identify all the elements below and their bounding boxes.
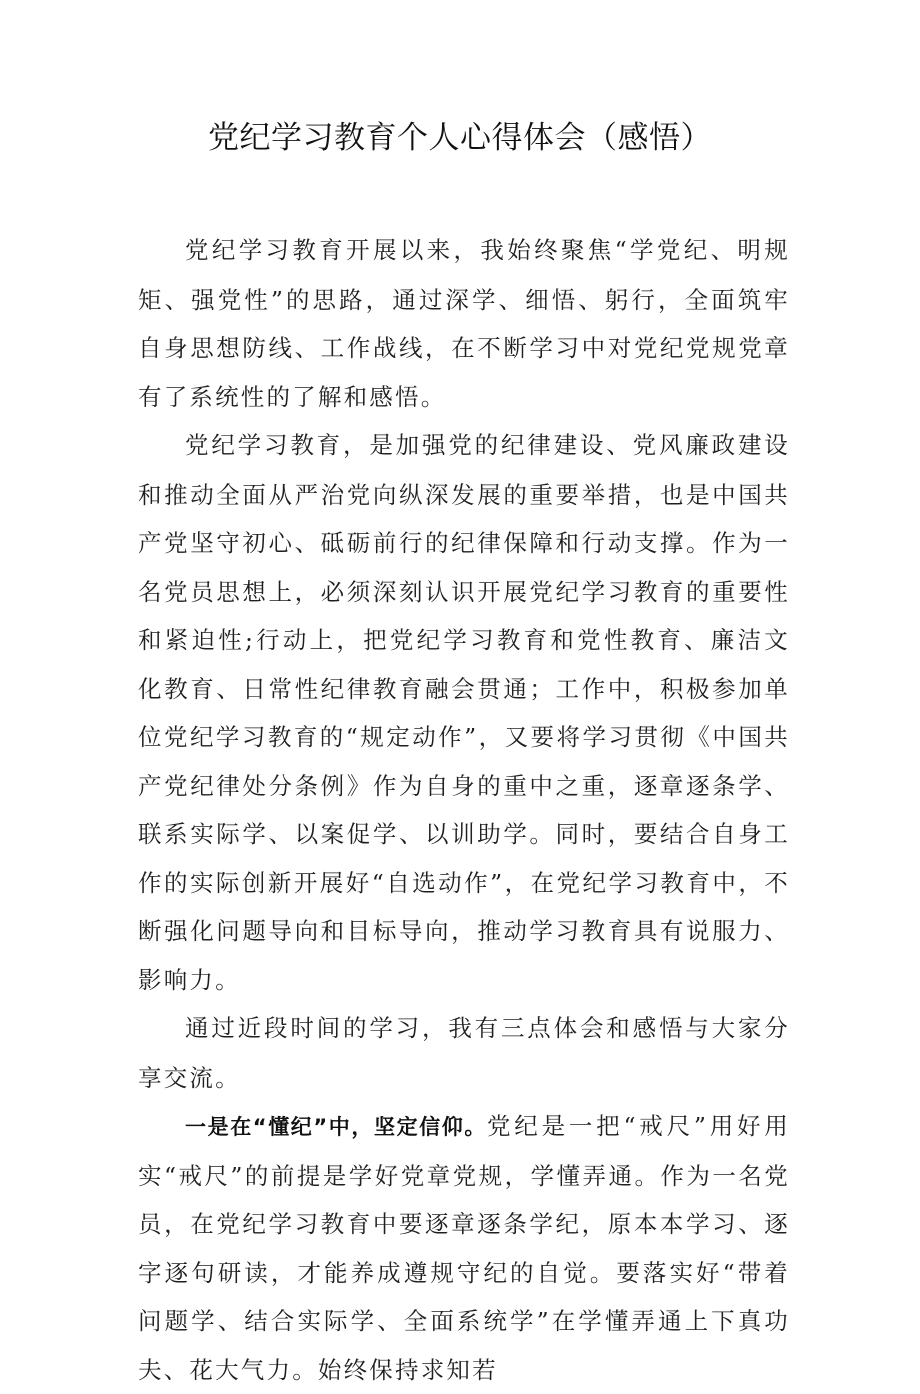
document-title: 党纪学习教育个人心得体会（感悟）	[208, 120, 712, 156]
paragraph-significance	[138, 421, 790, 1004]
paragraph-transition	[138, 1004, 790, 1102]
paragraph-text: 党纪是一把“戒尺”用好用实“戒尺”的前提是学好党章党规，学懂弄通。作为一名党员，在党纪学习教育中要逐章逐条学纪，原本本学习、逐字逐句研读，才能养成遵规守纪的自觉。要落实好“带着问题学、结合实际学、全面系统学”在学懂弄通上下真功夫、花大气力。始终保持求知若	[138, 1112, 790, 1384]
document-body	[138, 226, 790, 1394]
paragraph-text: 通过近段时间的学习，我有三点体会和感悟与大家分享交流。	[138, 1014, 790, 1092]
paragraph-text: 党纪学习教育，是加强党的纪律建设、党风廉政建设和推动全面从严治党向纵深发展的重要举措，也是中国共产党坚守初心、砥砺前行的纪律保障和行动支撑。作为一名党员思想上，必须深刻认识开展党纪学习教育的重要性和紧迫性;行动上，把党纪学习教育和党性教育、廉洁文化教育、日常性纪律教育融会贯通；工作中，积极参加单位党纪学习教育的“规定动作”，又要将学习贯彻《中国共产党纪律处分条例》作为自身的重中之重，逐章逐条学、联系实际学、以案促学、以训助学。同时，要结合自身工作的实际创新开展好“自选动作”，在党纪学习教育中，不断强化问题导向和目标导向，推动学习教育具有说服力、影响力。	[138, 431, 790, 994]
paragraph-intro	[138, 226, 790, 421]
paragraph-text: 党纪学习教育开展以来，我始终聚焦“学党纪、明规矩、强党性”的思路，通过深学、细悟、躬行，全面筑牢自身思想防线、工作战线，在不断学习中对党纪党规党章有了系统性的了解和感悟。	[138, 236, 790, 411]
paragraph-lead: 一是在“懂纪”中，坚定信仰。	[185, 1115, 487, 1139]
paragraph-point-one	[138, 1102, 790, 1394]
